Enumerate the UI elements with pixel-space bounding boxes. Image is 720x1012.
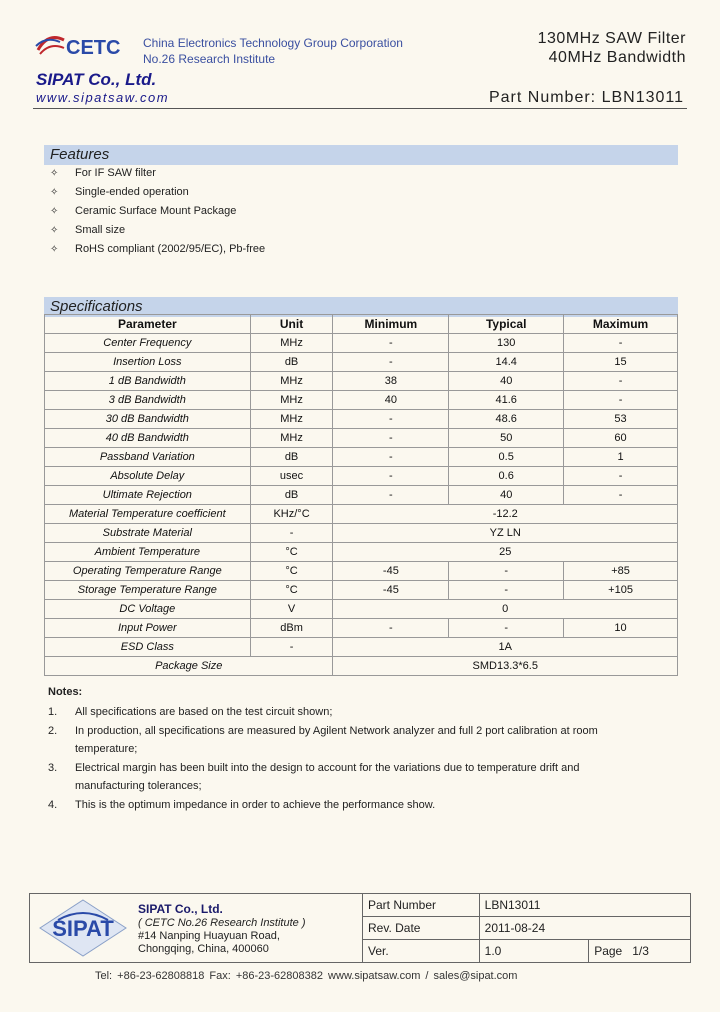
parameter-cell: 1 dB Bandwidth: [45, 372, 251, 391]
value-cell: 38: [333, 372, 449, 391]
value-cell: V: [250, 600, 333, 619]
value-cell: °C: [250, 543, 333, 562]
value-cell: -: [250, 524, 333, 543]
table-row: [45, 448, 678, 467]
value-cell: -: [564, 334, 678, 353]
value-cell: 48.6: [449, 410, 564, 429]
table-body: [45, 334, 678, 676]
col-parameter: Parameter: [45, 315, 251, 334]
org-line-1: China Electronics Technology Group Corporation: [143, 36, 403, 50]
parameter-cell: Center Frequency: [45, 334, 251, 353]
value-cell: -: [333, 410, 449, 429]
value-cell: +105: [564, 581, 678, 600]
value-cell: 41.6: [449, 391, 564, 410]
table-row: [45, 505, 678, 524]
value-cell: 40: [449, 372, 564, 391]
value-cell: 1: [564, 448, 678, 467]
note-number: 3.: [48, 761, 58, 774]
contact-line: Tel: +86-23-62808818 Fax: +86-23-62808382 www.sipatsaw.com / sales@sipat.com: [95, 970, 518, 982]
features-heading: Features: [44, 145, 678, 165]
specifications-table: [44, 314, 678, 676]
parameter-cell: Input Power: [45, 619, 251, 638]
product-subtitle: 40MHz Bandwidth: [548, 49, 686, 66]
value-cell: 25: [333, 543, 678, 562]
feature-text: RoHS compliant (2002/95/EC), Pb-free: [75, 243, 266, 255]
value-cell: -: [250, 638, 333, 657]
cetc-logo-text: CETC: [66, 37, 121, 59]
footer-address-1: ( CETC No.26 Research Institute ): [138, 917, 306, 929]
feature-item: [50, 186, 189, 198]
value-cell: -45: [333, 581, 449, 600]
value-cell: -: [333, 353, 449, 372]
parameter-cell: 3 dB Bandwidth: [45, 391, 251, 410]
table-row: [45, 524, 678, 543]
page-label: Page: [594, 944, 623, 958]
parameter-cell: DC Voltage: [45, 600, 251, 619]
ver-value: 1.0: [479, 940, 589, 963]
col-unit: Unit: [250, 315, 333, 334]
company-name: SIPAT Co., Ltd.: [36, 70, 157, 89]
footer-address-2: #14 Nanping Huayuan Road,: [138, 930, 280, 942]
notes-list: [48, 703, 648, 814]
parameter-cell: Ambient Temperature: [45, 543, 251, 562]
value-cell: 15: [564, 353, 678, 372]
table-header-row: [45, 315, 678, 334]
feature-text: For IF SAW filter: [75, 167, 156, 179]
value-cell: 10: [564, 619, 678, 638]
ver-label: Ver.: [363, 940, 480, 963]
value-cell: SMD13.3*6.5: [333, 657, 678, 676]
value-cell: 53: [564, 410, 678, 429]
value-cell: +85: [564, 562, 678, 581]
part-number-label: Part Number: [363, 894, 480, 917]
note-item: [48, 722, 648, 759]
feature-item: [50, 224, 125, 236]
rev-date-label: Rev. Date: [363, 917, 480, 940]
product-title: 130MHz SAW Filter: [537, 30, 686, 47]
table-row: [45, 353, 678, 372]
value-cell: -: [564, 486, 678, 505]
note-number: 4.: [48, 798, 58, 811]
sipat-logo: [38, 898, 128, 958]
table-row: [45, 372, 678, 391]
parameter-cell: Substrate Material: [45, 524, 251, 543]
org-line-2: No.26 Research Institute: [143, 52, 276, 66]
rev-date-value: 2011-08-24: [479, 917, 690, 940]
value-cell: MHz: [250, 410, 333, 429]
note-item: [48, 796, 648, 815]
table-row: [45, 429, 678, 448]
feature-item: [50, 243, 265, 255]
value-cell: 40: [333, 391, 449, 410]
note-text: All specifications are based on the test circuit shown;: [75, 706, 333, 718]
table-row: [45, 410, 678, 429]
value-cell: dB: [250, 486, 333, 505]
value-cell: -: [564, 372, 678, 391]
value-cell: KHz/°C: [250, 505, 333, 524]
value-cell: -: [564, 467, 678, 486]
table-row: [45, 619, 678, 638]
table-row: [45, 391, 678, 410]
value-cell: 0.6: [449, 467, 564, 486]
col-maximum: Maximum: [564, 315, 678, 334]
sipat-logo-text: SIPAT: [52, 916, 114, 941]
value-cell: -: [333, 619, 449, 638]
parameter-cell: 40 dB Bandwidth: [45, 429, 251, 448]
note-number: 1.: [48, 706, 58, 718]
value-cell: -12.2: [333, 505, 678, 524]
value-cell: dBm: [250, 619, 333, 638]
col-minimum: Minimum: [333, 315, 449, 334]
value-cell: 0.5: [449, 448, 564, 467]
feature-item: [50, 167, 156, 179]
value-cell: °C: [250, 562, 333, 581]
feature-text: Single-ended operation: [75, 186, 189, 198]
parameter-cell: Passband Variation: [45, 448, 251, 467]
bullet-icon: ✧: [50, 187, 59, 198]
value-cell: dB: [250, 448, 333, 467]
value-cell: MHz: [250, 334, 333, 353]
note-item: [48, 759, 648, 796]
parameter-cell: Package Size: [45, 657, 333, 676]
table-row: [45, 467, 678, 486]
note-text: In production, all specifications are measured by Agilent Network analyzer and full 2 port calibration at room temperature;: [75, 724, 598, 755]
value-cell: -: [333, 467, 449, 486]
feature-text: Ceramic Surface Mount Package: [75, 205, 237, 217]
notes-heading: Notes:: [48, 686, 83, 698]
col-typical: Typical: [449, 315, 564, 334]
value-cell: -: [449, 562, 564, 581]
table-row: [45, 600, 678, 619]
value-cell: 14.4: [449, 353, 564, 372]
parameter-cell: ESD Class: [45, 638, 251, 657]
value-cell: -: [449, 581, 564, 600]
page-value: 1/3: [632, 944, 649, 958]
value-cell: -: [333, 448, 449, 467]
parameter-cell: Operating Temperature Range: [45, 562, 251, 581]
parameter-cell: Storage Temperature Range: [45, 581, 251, 600]
cetc-logo: [34, 30, 130, 62]
value-cell: 50: [449, 429, 564, 448]
parameter-cell: Insertion Loss: [45, 353, 251, 372]
parameter-cell: Absolute Delay: [45, 467, 251, 486]
table-row: [45, 334, 678, 353]
bullet-icon: ✧: [50, 206, 59, 217]
value-cell: MHz: [250, 429, 333, 448]
value-cell: -: [564, 391, 678, 410]
specifications-heading: Specifications: [44, 297, 678, 317]
value-cell: -: [333, 486, 449, 505]
note-text: This is the optimum impedance in order to achieve the performance show.: [75, 798, 436, 811]
feature-item: [50, 205, 236, 217]
table-row: [45, 486, 678, 505]
org-name: [143, 35, 403, 67]
value-cell: usec: [250, 467, 333, 486]
value-cell: YZ LN: [333, 524, 678, 543]
value-cell: °C: [250, 581, 333, 600]
page-indicator: [589, 940, 691, 963]
header-divider: [33, 108, 687, 109]
table-row: [45, 543, 678, 562]
parameter-cell: 30 dB Bandwidth: [45, 410, 251, 429]
footer-row-ver: [363, 940, 691, 963]
value-cell: -: [333, 429, 449, 448]
value-cell: -: [449, 619, 564, 638]
value-cell: 130: [449, 334, 564, 353]
website-link[interactable]: www.sipatsaw.com: [36, 90, 170, 105]
table-row: [45, 581, 678, 600]
value-cell: -: [333, 334, 449, 353]
bullet-icon: ✧: [50, 244, 59, 255]
footer-company: SIPAT Co., Ltd.: [138, 902, 223, 916]
table-row: [45, 562, 678, 581]
value-cell: 1A: [333, 638, 678, 657]
note-text: Electrical margin has been built into the design to account for the variations due to temperature drift and manufacturing tolerances;: [75, 761, 580, 792]
part-number-value: LBN13011: [479, 894, 690, 917]
value-cell: MHz: [250, 372, 333, 391]
value-cell: -45: [333, 562, 449, 581]
parameter-cell: Material Temperature coefficient: [45, 505, 251, 524]
footer-info-grid: [362, 893, 691, 963]
footer-row-rev: [363, 917, 691, 940]
feature-text: Small size: [75, 224, 126, 236]
value-cell: 60: [564, 429, 678, 448]
part-number-heading: Part Number: LBN13011: [488, 89, 684, 106]
note-number: 2.: [48, 724, 58, 737]
bullet-icon: ✧: [50, 225, 59, 236]
table-row: [45, 657, 678, 676]
footer-address-3: Chongqing, China, 400060: [138, 943, 269, 955]
value-cell: dB: [250, 353, 333, 372]
value-cell: 0: [333, 600, 678, 619]
notes-section: [48, 686, 648, 814]
parameter-cell: Ultimate Rejection: [45, 486, 251, 505]
footer-row-part: [363, 894, 691, 917]
table-row: [45, 638, 678, 657]
note-item: [48, 703, 648, 722]
bullet-icon: ✧: [50, 168, 59, 179]
value-cell: MHz: [250, 391, 333, 410]
value-cell: 40: [449, 486, 564, 505]
